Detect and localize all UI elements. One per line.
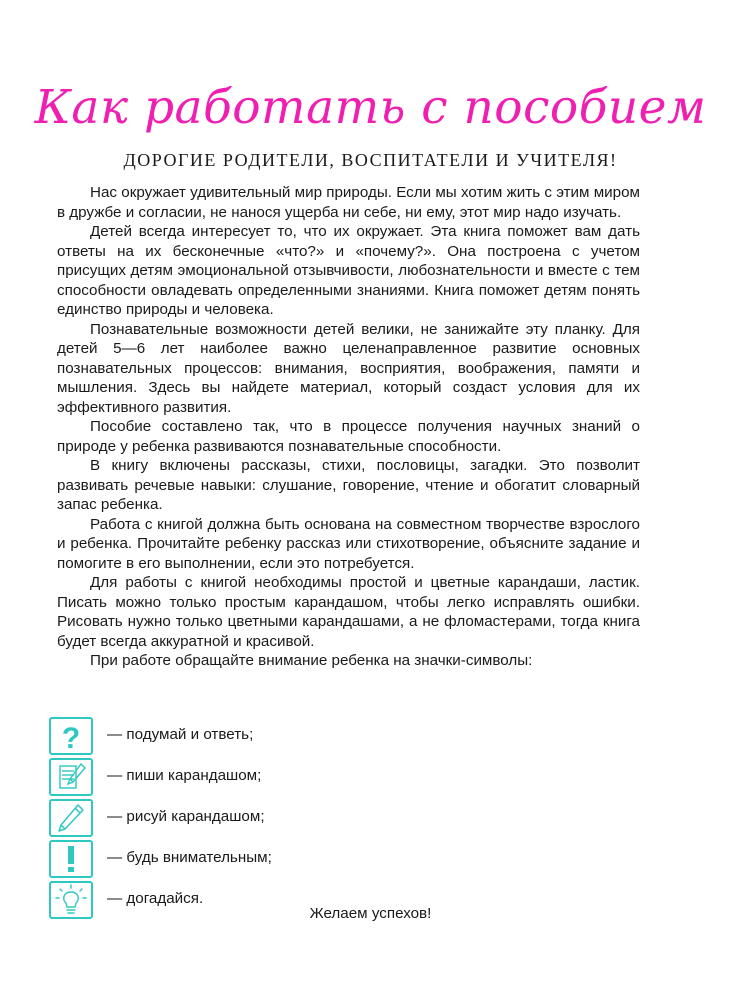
paragraph: При работе обращайте внимание ребенка на значки-символы: [90,652,533,669]
page-title: Как работать с пособием [34,80,707,135]
paragraph: Нас окружает удивительный мир природы. Если мы хотим жить с этим миром в дружбе и согласии, не нанося ущерба ни себе, ни ему, этот мир надо изучать. [57,184,640,221]
paragraph: Детей всегда интересует то, что их окружает. Эта книга поможет вам дать ответы на их бесконечные «что?» и «почему?». Она построена с учетом присущих детям эмоциональной отзывчивости, любознательности и вместе с тем способности овладевать определенными знаниями. Книга поможет детям понять единство природы и человека. [57,223,640,318]
symbol-row [49,840,609,878]
symbol-row [49,799,609,837]
body-text [57,183,640,671]
symbol-label: — пиши карандашом; [107,767,262,784]
page-subtitle: ДОРОГИЕ РОДИТЕЛИ, ВОСПИТАТЕЛИ И УЧИТЕЛЯ! [123,150,618,170]
symbol-label: — будь внимательным; [107,849,272,866]
closing-text: Желаем успехов! [309,905,432,922]
pencil-writing-icon [49,758,93,796]
symbol-label: — рисуй карандашом; [107,808,265,825]
paragraph: Пособие составлено так, что в процессе получения научных знаний о природе у ребенка развиваются познавательные способности. [57,418,640,455]
question-mark-icon [49,717,93,755]
symbol-row [49,717,609,755]
pencil-icon [49,799,93,837]
paragraph: В книгу включены рассказы, стихи, пословицы, загадки. Это позволит развивать речевые навыки: слушание, говорение, чтение и обогатит словарный запас ребенка. [57,457,640,513]
paragraph: Для работы с книгой необходимы простой и цветные карандаши, ластик. Писать можно только простым карандашом, чтобы легко исправлять ошибки. Рисовать нужно только цветными карандашами, а не фломастерами, тогда книга будет всегда аккуратной и красивой. [57,574,640,650]
symbol-label: — подумай и ответь; [107,726,254,743]
paragraph: Работа с книгой должна быть основана на совместном творчестве взрослого и ребенка. Прочитайте ребенку рассказ или стихотворение, объясните задание и помогите в его выполнении, если это потребуется. [57,515,640,572]
symbol-row [49,758,609,796]
symbol-label: — догадайся. [107,890,204,907]
exclamation-mark-icon [49,840,93,878]
svg-text:?: ? [61,722,81,753]
paragraph: Познавательные возможности детей велики, не занижайте эту планку. Для детей 5—6 лет наиболее важно целенаправленное развитие основных познавательных процессов: внимания, восприятия, воображения, памяти и мышления. Здесь вы найдете материал, который создаст условия для их эффективного развития. [57,320,640,416]
